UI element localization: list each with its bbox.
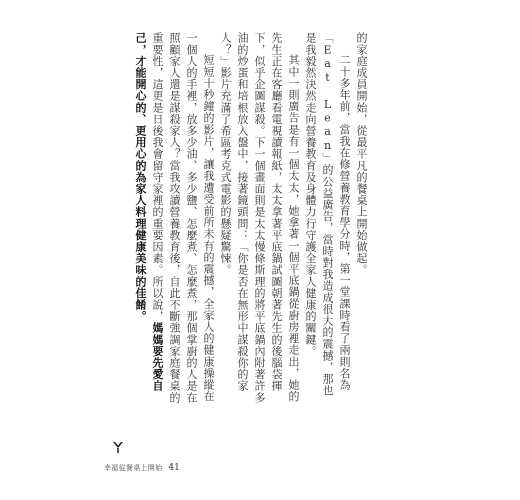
paragraph-1: 的家庭成員開始，從最平凡的餐桌上開始做起。 (355, 32, 368, 276)
paragraph-4 (132, 32, 217, 404)
paragraph-2: 二十多年前，當我在修營養教育學分時，第一堂課時看了兩則名為「Eat Lean」的公益廣告，當時對我造成很大的震撼，那也是我毅然決然走向營養教育及身體力行守護全家人健康的關鍵。 (304, 32, 351, 396)
running-title: 幸福從餐桌上開始 (104, 464, 163, 472)
book-logo-icon (112, 440, 124, 454)
paragraph-4-text: 短短十秒鐘的影片，讓我遭受前所未有的震撼，全家人的健康操縱在一個人的手裡，放多少油、多少鹽、怎麼煮、怎麼煮，那個掌廚的人是在照顧家人還是謀殺家人？當我攻讀營養教育後，自此不斷強調家庭餐桌的重要性，這更是日後我會留守家裡的重要因素。所以說， (151, 32, 215, 404)
body-text (132, 32, 370, 404)
page-footer (104, 458, 180, 478)
page-number: 41 (168, 463, 180, 473)
paragraph-4-emphasis: 媽媽要先愛自己，才能開心的、更用心的為家人料理健康美味的佳餚。 (134, 32, 164, 392)
paragraph-3: 其中一則廣告是有一個太太，她拿著一個平底鍋從廚房裡走出，她的先生正在客廳看電視讀報紙，太太拿著平底鍋試圖朝著先生的後腦袋揮下，似乎企圖謀殺。下一個畫面則是太太慢條斯理的將平底鍋內附著許多油的炒蛋和培根放入盤中，接著鏡頭問：「你是否在無形中謀殺你的家人？」影片充滿了希區考克式電影的懸疑驚悚。 (219, 32, 300, 404)
